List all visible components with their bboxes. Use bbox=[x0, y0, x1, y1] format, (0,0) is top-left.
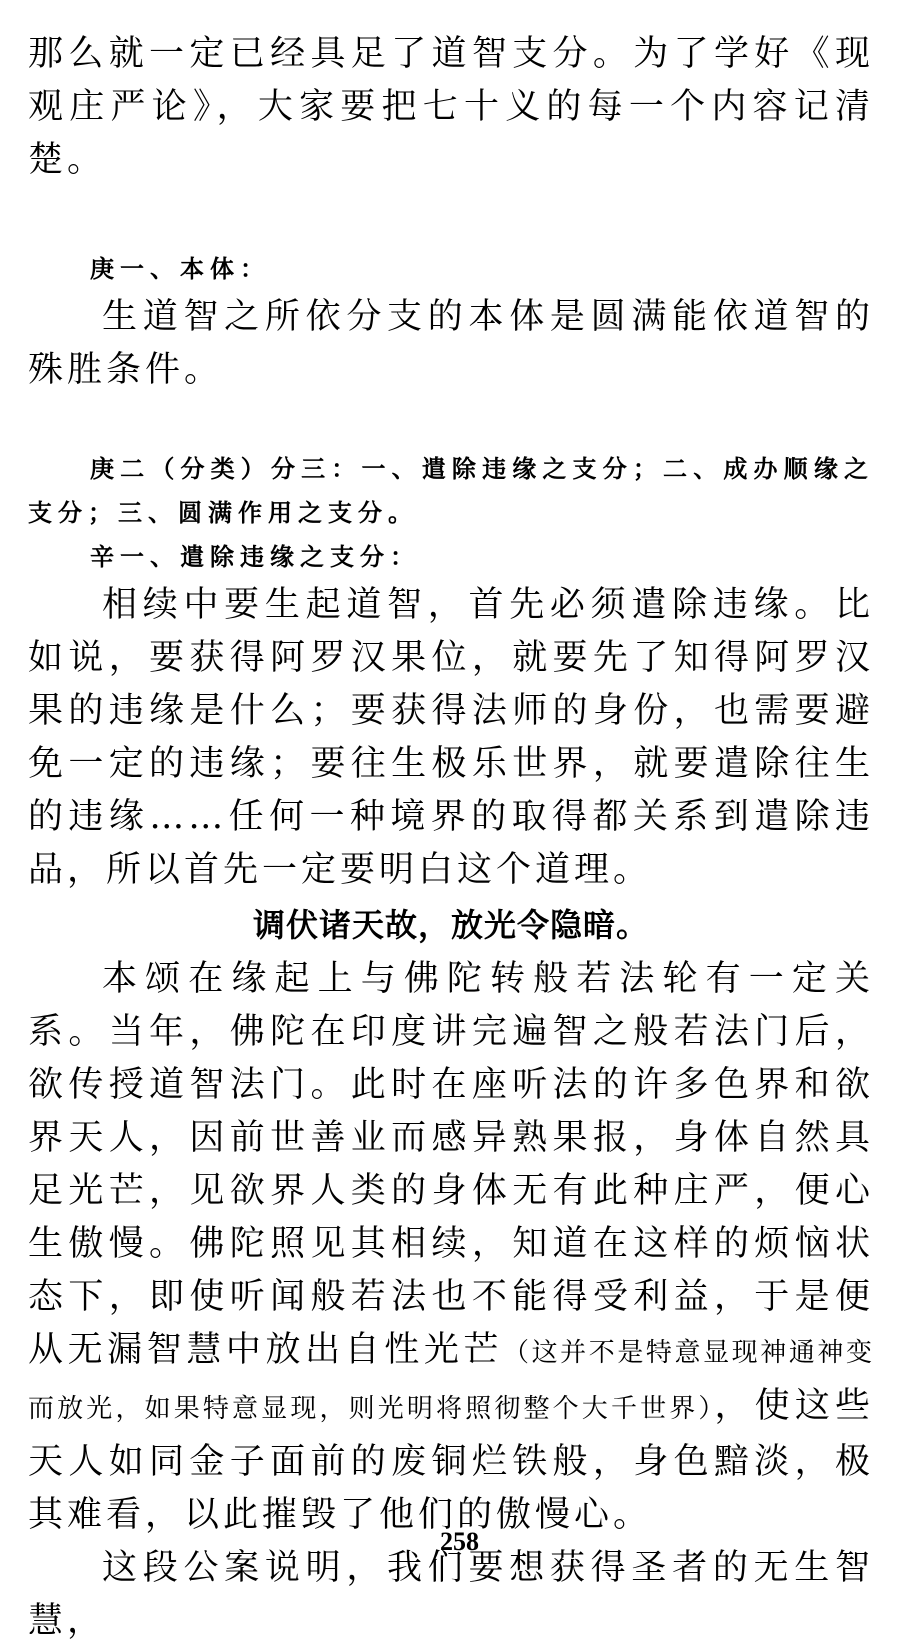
page-number: 258 bbox=[440, 1527, 479, 1556]
story-main-text: 本颂在缘起上与佛陀转般若法轮有一定关系。当年，佛陀在印度讲完遍智之般若法门后，欲传授道智法门。此时在座听法的许多色界和欲界天人，因前世善业而感异熟果报，身体自然具足光芒，见欲界人类的身体无有此种庄严，便心生傲慢。佛陀照见其相续，知道在这样的烦恼状态下，即使听闻般若法也不能得受利益，于是便从无漏智慧中放出自性光芒 bbox=[28, 959, 874, 1370]
section-heading-geng1: 庚一、本体： bbox=[90, 255, 270, 283]
verse-line: 调伏诸天故，放光令隐暗。 bbox=[252, 906, 649, 944]
section-heading-geng2: 庚二（分类）分三：一、遣除违缘之支分；二、成办顺缘之支分；三、圆满作用之支分。 bbox=[28, 455, 874, 527]
paragraph-story bbox=[28, 953, 874, 1542]
paragraph-essence: 生道智之所依分支的本体是圆满能依道智的殊胜条件。 bbox=[28, 297, 874, 390]
spacer bbox=[28, 187, 874, 247]
story-end-text: ，使这些天人如同金子面前的废铜烂铁般，身色黯淡，极其难看，以此摧毁了他们的傲慢心。 bbox=[28, 1386, 874, 1535]
spacer bbox=[28, 397, 874, 447]
paragraph-obstacles: 相续中要生起道智，首先必须遣除违缘。比如说，要获得阿罗汉果位，就要先了知得阿罗汉果的违缘是什么；要获得法师的身份，也需要避免一定的违缘；要往生极乐世界，就要遣除往生的违缘……任何一种境界的取得都关系到遣除违品，所以首先一定要明白这个道理。 bbox=[28, 585, 874, 890]
paragraph-last: 这段公案说明，我们要想获得圣者的无生智慧， bbox=[28, 1548, 874, 1641]
story-note: （这并不是特意显现神通神变而放光，如果特意显现，则光明将照彻整个大千世界） bbox=[28, 1338, 874, 1424]
page-content bbox=[28, 28, 874, 1648]
paragraph-intro: 那么就一定已经具足了道智支分。为了学好《现观庄严论》，大家要把七十义的每一个内容记清楚。 bbox=[28, 34, 874, 180]
section-heading-xin1: 辛一、遣除违缘之支分： bbox=[90, 543, 420, 571]
